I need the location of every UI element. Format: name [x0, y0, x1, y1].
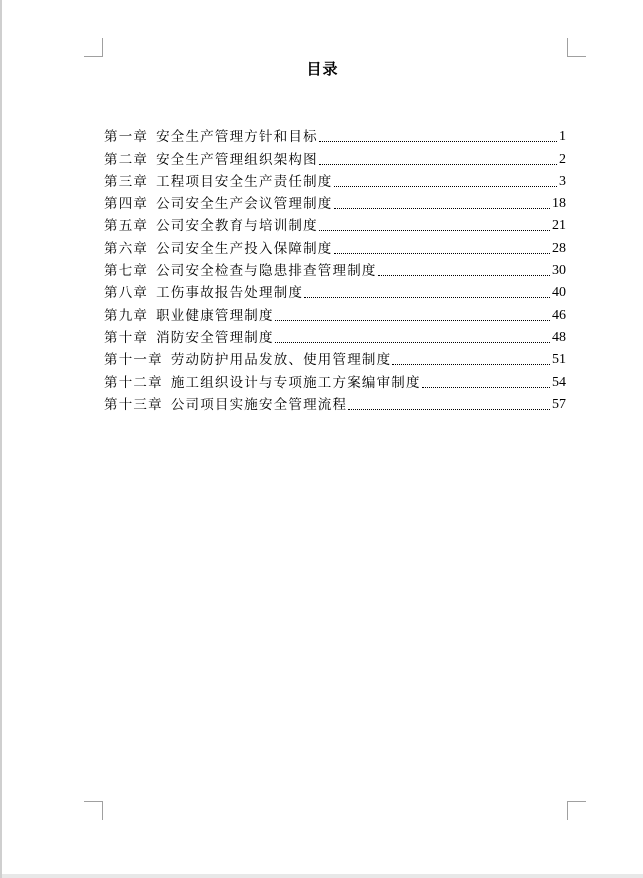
- toc-page-number: 40: [552, 285, 566, 301]
- crop-mark-bottom-left: [84, 801, 103, 820]
- toc-list: [104, 124, 566, 414]
- toc-entry-text: 安全生产管理组织架构图: [156, 151, 318, 168]
- toc-dot-leader: [334, 208, 550, 209]
- toc-entry-text: 公司安全生产会议管理制度: [156, 196, 333, 213]
- toc-entry-text: 工伤事故报告处理制度: [156, 285, 304, 302]
- toc-chapter-label: 第十章: [104, 329, 149, 346]
- toc-dot-leader: [319, 164, 557, 165]
- toc-chapter-label: 第六章: [104, 240, 149, 257]
- toc-page-number: 51: [552, 352, 566, 368]
- toc-entry[interactable]: [104, 280, 566, 302]
- toc-chapter-label: 第一章: [104, 129, 149, 146]
- toc-entry-text: 施工组织设计与专项施工方案编审制度: [170, 374, 421, 391]
- toc-entry[interactable]: [104, 124, 566, 146]
- toc-chapter-label: 第三章: [104, 173, 149, 190]
- toc-entry[interactable]: [104, 146, 566, 168]
- toc-dot-leader: [319, 230, 550, 231]
- toc-entry[interactable]: [104, 302, 566, 324]
- toc-entry[interactable]: [104, 213, 566, 235]
- toc-entry[interactable]: [104, 191, 566, 213]
- toc-entry[interactable]: [104, 325, 566, 347]
- toc-dot-leader: [319, 141, 557, 142]
- toc-page-number: 54: [552, 374, 566, 390]
- toc-chapter-label: 第七章: [104, 263, 149, 280]
- toc-entry-text: 安全生产管理方针和目标: [156, 129, 318, 146]
- toc-page-number: 46: [552, 307, 566, 323]
- toc-dot-leader: [334, 253, 550, 254]
- crop-mark-top-right: [567, 38, 586, 57]
- toc-page-number: 30: [552, 263, 566, 279]
- toc-entry-text: 劳动防护用品发放、使用管理制度: [170, 352, 392, 369]
- toc-page-number: 28: [552, 240, 566, 256]
- toc-entry[interactable]: [104, 347, 566, 369]
- toc-entry-text: 公司安全生产投入保障制度: [156, 240, 333, 257]
- toc-chapter-label: 第二章: [104, 151, 149, 168]
- toc-page-number: 48: [552, 329, 566, 345]
- toc-dot-leader: [422, 387, 550, 388]
- toc-entry[interactable]: [104, 169, 566, 191]
- toc-entry-text: 工程项目安全生产责任制度: [156, 173, 333, 190]
- toc-entry[interactable]: [104, 235, 566, 257]
- toc-dot-leader: [378, 275, 550, 276]
- toc-dot-leader: [275, 342, 550, 343]
- toc-chapter-label: 第五章: [104, 218, 149, 235]
- toc-entry-text: 公司安全教育与培训制度: [156, 218, 318, 235]
- toc-chapter-label: 第九章: [104, 307, 149, 324]
- page-bottom-edge: [2, 874, 643, 878]
- toc-dot-leader: [334, 186, 557, 187]
- toc-entry[interactable]: [104, 392, 566, 414]
- toc-chapter-label: 第十一章: [104, 352, 163, 369]
- toc-entry[interactable]: [104, 369, 566, 391]
- toc-chapter-label: 第十二章: [104, 374, 163, 391]
- toc-page-number: 3: [559, 173, 566, 189]
- toc-page-number: 21: [552, 218, 566, 234]
- toc-chapter-label: 第十三章: [104, 396, 163, 413]
- toc-entry[interactable]: [104, 258, 566, 280]
- toc-entry-text: 公司项目实施安全管理流程: [170, 396, 348, 413]
- crop-mark-top-left: [84, 38, 103, 57]
- toc-dot-leader: [348, 409, 550, 410]
- toc-page-number: 1: [559, 129, 566, 145]
- toc-dot-leader: [304, 297, 550, 298]
- toc-chapter-label: 第八章: [104, 285, 149, 302]
- toc-page-number: 2: [559, 151, 566, 167]
- toc-entry-text: 职业健康管理制度: [156, 307, 274, 324]
- toc-page-number: 57: [552, 396, 566, 412]
- toc-entry-text: 消防安全管理制度: [156, 329, 274, 346]
- toc-dot-leader: [275, 320, 550, 321]
- toc-chapter-label: 第四章: [104, 196, 149, 213]
- toc-title: 目录: [306, 60, 339, 78]
- toc-page-number: 18: [552, 196, 566, 212]
- crop-mark-bottom-right: [567, 801, 586, 820]
- toc-entry-text: 公司安全检查与隐患排查管理制度: [156, 263, 377, 280]
- toc-dot-leader: [392, 364, 550, 365]
